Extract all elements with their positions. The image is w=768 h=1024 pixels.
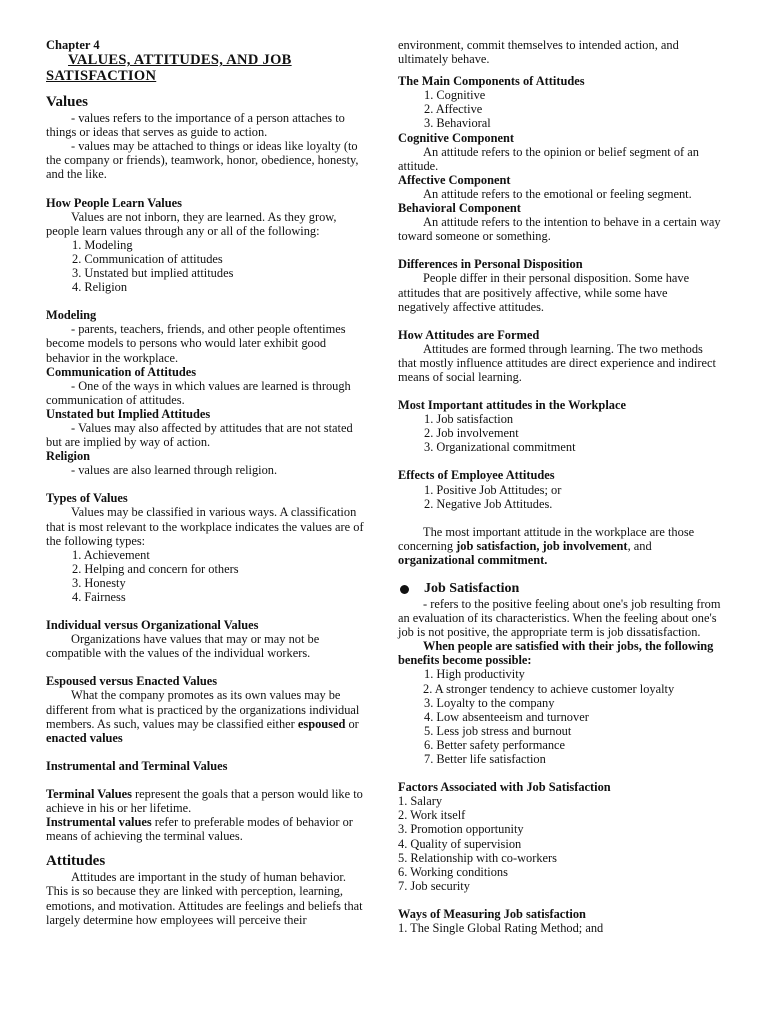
job-satisfaction-paragraph: - refers to the positive feeling about one's job resulting from an evaluation of its characteristics. When the feeling about one's job is not positive, the appropriate term is job dissatisfaction. (398, 597, 721, 640)
ways-heading: Ways of Measuring Job satisfaction (398, 906, 586, 921)
list-item: 5. Less job stress and burnout (424, 723, 572, 738)
behavioral-paragraph: An attitude refers to the intention to behave in a certain way toward someone or something. (398, 215, 721, 244)
values-heading: Values (46, 94, 88, 111)
right-column (398, 38, 722, 935)
list-item: 2. Communication of attitudes (72, 251, 223, 266)
attitudes-paragraph: Attitudes are important in the study of human behavior. This is so because they are linked with perception, learning, emotions, and motivation. Attitudes are feelings and beliefs that largely determine how employees will perceive their (46, 870, 363, 927)
list-item: 2. Job involvement (424, 426, 519, 441)
factors-heading: Factors Associated with Job Satisfaction (398, 780, 611, 795)
unstated-heading: Unstated but Implied Attitudes (46, 406, 211, 421)
left-column (46, 38, 368, 927)
religion-paragraph: - values are also learned through religion. (71, 463, 278, 478)
learn-heading: How People Learn Values (46, 195, 182, 210)
list-item: 4. Fairness (72, 590, 126, 604)
modeling-heading: Modeling (46, 308, 97, 323)
list-item: 1. Cognitive (424, 88, 486, 103)
list-item: 5. Relationship with co-workers (398, 850, 557, 865)
bullet-dot-icon (400, 585, 409, 594)
attitudes-heading: Attitudes (46, 853, 106, 870)
effects-heading: Effects of Employee Attitudes (398, 468, 555, 483)
list-item: 2. Affective (424, 102, 483, 117)
individual-vs-org-paragraph: Organizations have values that may or may not be compatible with the values of the individual workers. (46, 632, 320, 661)
list-item: 1. High productivity (424, 667, 525, 682)
bold-term: job satisfaction, job involvement (456, 538, 628, 553)
modeling-paragraph: - parents, teachers, friends, and other people oftentimes become models to persons who would later exhibit good behavior in the workplace. (46, 322, 346, 365)
list-item: 4. Quality of supervision (398, 836, 522, 851)
behavioral-heading: Behavioral Component (398, 201, 521, 216)
list-item: 1. Achievement (72, 547, 150, 562)
disposition-heading: Differences in Personal Disposition (398, 257, 583, 272)
list-item: 3. Behavioral (424, 116, 491, 131)
list-item: 2. Work itself (398, 808, 466, 823)
religion-heading: Religion (46, 449, 91, 464)
instrumental-values-paragraph (46, 815, 368, 843)
bold-term: Instrumental values (46, 815, 152, 830)
formed-heading: How Attitudes are Formed (398, 327, 540, 342)
types-paragraph: Values may be classified in various ways. A classification that is most relevant to the workplace indicates the values are of the following types: (46, 505, 364, 548)
cognitive-heading: Cognitive Component (398, 130, 514, 145)
job-satisfaction-heading (398, 581, 722, 597)
text-run: What the company promotes as its own values may be different from what is practiced by the organizations individual members. As such, values may be classified either (46, 688, 360, 731)
affective-heading: Affective Component (398, 172, 511, 187)
benefits-lead (398, 639, 722, 667)
job-satisfaction-heading-text: Job Satisfaction (424, 581, 520, 596)
text-run: , and (627, 538, 652, 553)
bold-term: enacted values (46, 730, 123, 745)
formed-paragraph: Attitudes are formed through learning. The two methods that mostly influence attitudes are direct experience and indirect means of social learning. (398, 341, 716, 384)
bold-term: Terminal Values (46, 786, 132, 801)
list-item: 6. Working conditions (398, 864, 508, 879)
learn-paragraph: Values are not inborn, they are learned. As they grow, people learn values through any or all of the following: (46, 209, 337, 238)
text-run: The most important attitude in the workplace are those concerning (398, 524, 695, 553)
attitudes-continuation: environment, commit themselves to intended action, and ultimately behave. (398, 38, 679, 67)
most-important-paragraph (398, 525, 722, 567)
list-item: 3. Honesty (72, 575, 126, 590)
affective-paragraph: An attitude refers to the emotional or feeling segment. (423, 186, 692, 201)
list-item: 2. Negative Job Attitudes. (424, 496, 553, 511)
document-title-line1: VALUES, ATTITUDES, AND JOB (68, 52, 292, 69)
list-item: 3. Organizational commitment (424, 440, 576, 455)
bold-term: espoused (297, 716, 346, 731)
list-item: 2. A stronger tendency to achieve customer loyalty (423, 681, 675, 696)
bold-term: organizational commitment. (398, 552, 548, 567)
text-run: or (345, 716, 359, 731)
disposition-paragraph: People differ in their personal disposition. Some have attitudes that are positively affective, while some have negatively affective attitudes. (398, 271, 690, 314)
instrumental-terminal-heading: Instrumental and Terminal Values (46, 758, 228, 773)
list-item: 3. Unstated but implied attitudes (72, 266, 234, 281)
important-attitudes-heading: Most Important attitudes in the Workplace (398, 398, 626, 413)
unstated-paragraph: - Values may also affected by attitudes that are not stated but are implied by way of action. (46, 420, 353, 450)
list-item: 1. Salary (398, 794, 443, 809)
document-title (46, 52, 368, 68)
chapter-label: Chapter 4 (46, 38, 100, 52)
cognitive-paragraph: An attitude refers to the opinion or belief segment of an attitude. (398, 144, 699, 173)
types-heading: Types of Values (46, 491, 128, 506)
components-heading: The Main Components of Attitudes (398, 74, 585, 89)
terminal-values-paragraph (46, 787, 368, 815)
list-item: 1. The Single Global Rating Method; and (398, 920, 604, 935)
list-item: 6. Better safety performance (424, 737, 566, 752)
bold-term: When people are satisfied with their jobs, the following benefits become possible: (398, 639, 714, 668)
communication-paragraph: - One of the ways in which values are learned is through communication of attitudes. (46, 378, 351, 407)
values-paragraph-1: - values refers to the importance of a person attaches to things or ideas that serves as guide to action. (46, 111, 345, 140)
list-item: 1. Modeling (72, 237, 133, 252)
text-run: represent the goals that a person would like to achieve in his or her lifetime. (46, 786, 363, 816)
individual-vs-org-heading: Individual versus Organizational Values (46, 618, 259, 633)
list-item: 1. Positive Job Attitudes; or (424, 482, 562, 497)
document-title-line2: SATISFACTION (46, 68, 157, 85)
espoused-vs-enacted-heading: Espoused versus Enacted Values (46, 674, 218, 689)
communication-heading: Communication of Attitudes (46, 364, 197, 379)
list-item: 7. Job security (398, 878, 470, 893)
text-run: refer to preferable modes of behavior or means of achieving the terminal values. (46, 815, 353, 844)
list-item: 4. Religion (72, 280, 128, 295)
values-paragraph-2: - values may be attached to things or ideas like loyalty (to the company or friends), teamwork, honor, obedience, honesty, and the like. (46, 139, 359, 182)
list-item: 1. Job satisfaction (424, 412, 514, 427)
list-item: 2. Helping and concern for others (72, 561, 239, 576)
list-item: 3. Promotion opportunity (398, 822, 524, 837)
list-item: 3. Loyalty to the company (424, 695, 555, 710)
espoused-vs-enacted-paragraph (46, 688, 368, 744)
list-item: 4. Low absenteeism and turnover (424, 709, 589, 724)
list-item: 7. Better life satisfaction (424, 752, 546, 767)
